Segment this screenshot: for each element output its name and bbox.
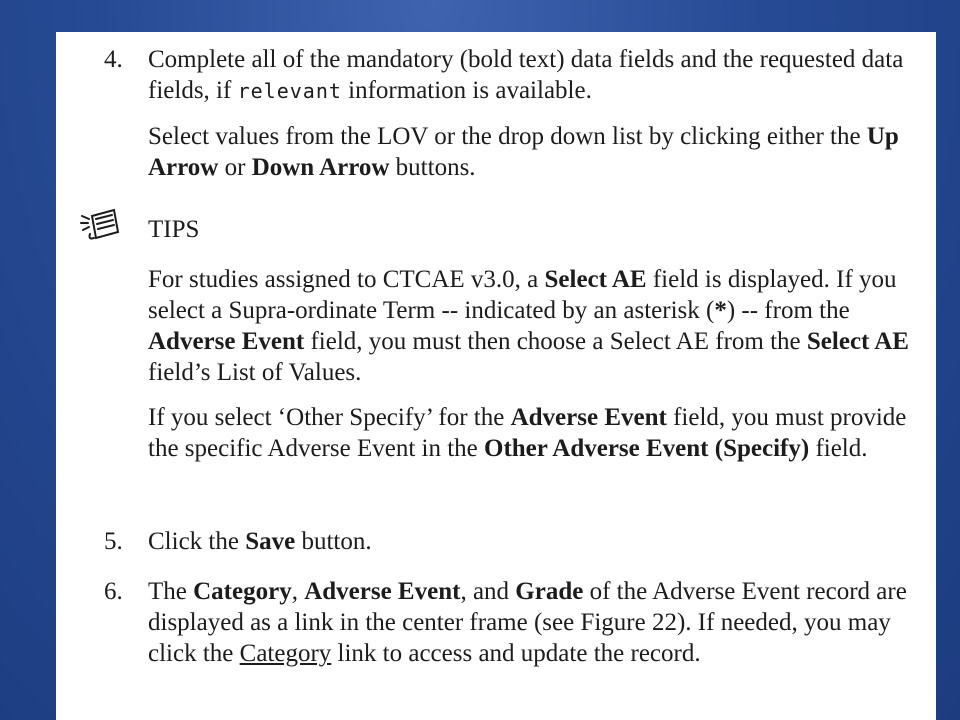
note-pad-icon — [78, 206, 122, 244]
step-4-lov-note — [148, 121, 936, 183]
step-6-number: 6. — [104, 578, 123, 605]
tip1-text-a: For studies assigned to CTCAE v3.0, a — [148, 266, 545, 293]
step-5-text — [148, 526, 936, 557]
step-4-text-c: information is available. — [341, 77, 592, 104]
lov-text-e: buttons. — [389, 154, 476, 181]
step-5-number: 5. — [104, 528, 123, 555]
step-6-body — [148, 576, 936, 669]
step-5-text-a: Click the — [148, 528, 246, 555]
tip1-text-c: field is displayed. If you select a Supra-ordinate Term -- indicated by an asterisk ( — [148, 266, 897, 324]
other-adverse-event-term: Other Adverse Event (Specify) — [484, 435, 810, 462]
step-4-instruction — [148, 44, 936, 107]
step-4-number: 4. — [104, 46, 123, 73]
adverse-event-term-3: Adverse Event — [304, 578, 461, 605]
document-page — [56, 32, 936, 720]
step-4-text-a: Complete all of the mandatory (bold text) data fields and the requested data fields, if — [148, 46, 904, 104]
step-5-text-c: button. — [295, 528, 372, 555]
category-term: Category — [193, 578, 292, 605]
tip2-text-c: field, you must provide the specific Adverse Event in the — [148, 404, 907, 462]
step-6-text-a: The — [148, 578, 194, 605]
adverse-event-term: Adverse Event — [148, 328, 305, 355]
up-arrow-term: Up Arrow — [148, 123, 899, 181]
tips-paragraph-ctcae — [148, 264, 936, 388]
step-6-text-i: link to access and update the record. — [331, 640, 701, 667]
step-6-text-e: , and — [460, 578, 516, 605]
category-link: Category — [239, 640, 332, 667]
step-6-text-c: , — [291, 578, 305, 605]
step-4-text-garbled: relevant — [237, 79, 342, 103]
select-ae-term-2: Select AE — [806, 328, 909, 355]
tips-heading: TIPS — [148, 216, 200, 243]
step-5-body — [148, 526, 936, 557]
grade-term: Grade — [515, 578, 584, 605]
step-6-text-g: of the Adverse Event record are displayed as a link in the center frame (see Figure 22). If needed, you may click the — [148, 578, 907, 667]
select-ae-term: Select AE — [544, 266, 647, 293]
save-term: Save — [245, 528, 296, 555]
lov-text-a: Select values from the LOV or the drop down list by clicking either the — [148, 123, 867, 150]
tip2-text-a: If you select ‘Other Specify’ for the — [148, 404, 511, 431]
step-6-text — [148, 576, 936, 669]
asterisk-term: * — [714, 297, 727, 324]
tip1-text-e: ) -- from the — [726, 297, 850, 324]
tips-paragraph-other-specify — [148, 402, 936, 464]
tip1-text-g: field, you must then choose a Select AE from the — [304, 328, 807, 355]
lov-text-c: or — [218, 154, 252, 181]
adverse-event-term-2: Adverse Event — [510, 404, 667, 431]
tip1-text-i: field’s List of Values. — [148, 359, 362, 386]
down-arrow-term: Down Arrow — [251, 154, 390, 181]
tip2-text-e: field. — [809, 435, 868, 462]
tips-body — [148, 264, 936, 464]
step-4-body — [148, 44, 936, 183]
